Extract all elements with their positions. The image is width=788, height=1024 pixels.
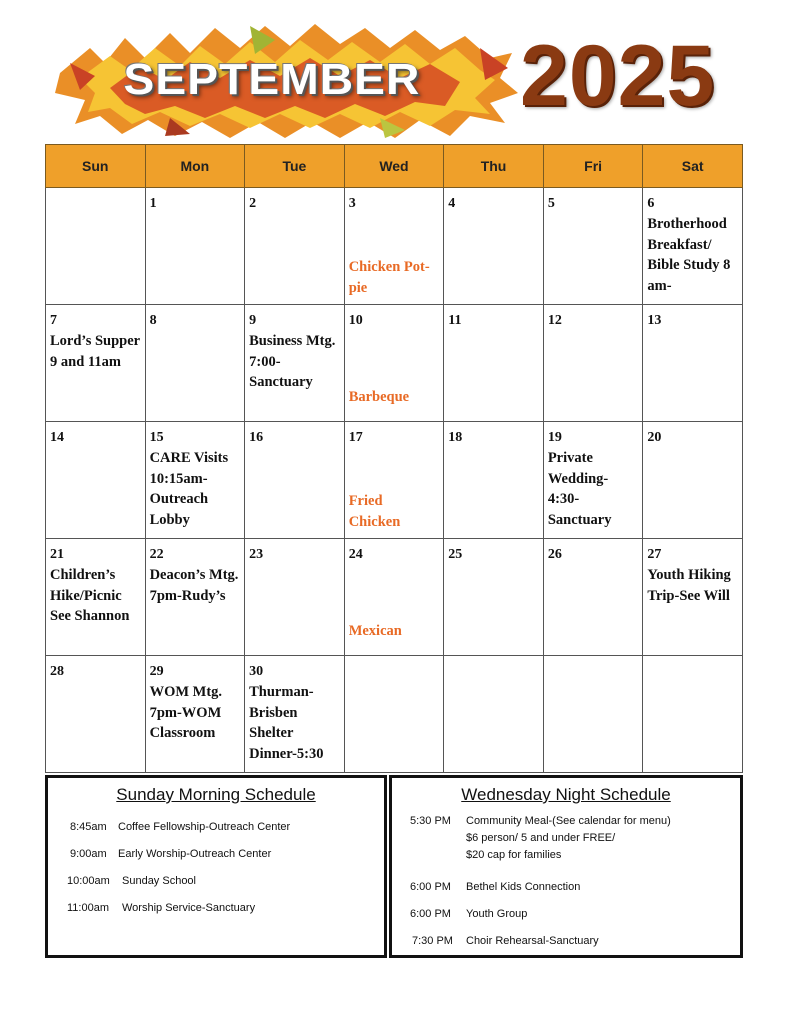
day-number: 18 (448, 430, 463, 445)
schedule-desc: Worship Service-Sanctuary (122, 902, 256, 914)
schedule-desc: $6 person/ 5 and under FREE/ (466, 832, 616, 844)
calendar-day-cell (145, 656, 245, 773)
schedule-time: 7:30 PM (412, 935, 453, 947)
day-event: CARE Visits 10:15am- Outreach Lobby (149, 450, 229, 528)
schedule-desc: Bethel Kids Connection (466, 881, 581, 893)
calendar-day-cell (543, 539, 643, 656)
weekday-tue: Tue (245, 145, 345, 188)
day-event: Business Mtg. 7:00- Sanctuary (249, 333, 336, 390)
day-number: 23 (249, 547, 264, 562)
year-title: 2025 (520, 28, 716, 124)
day-number: 10 (348, 313, 363, 328)
calendar-day-cell (245, 305, 345, 422)
schedule-time: 8:45am (70, 821, 107, 833)
day-number: 22 (149, 547, 164, 562)
day-number: 8 (149, 313, 157, 328)
day-event: Deacon’s Mtg. 7pm-Rudy’s (149, 567, 239, 604)
day-number: 30 (249, 664, 264, 679)
schedule-desc: Choir Rehearsal-Sanctuary (466, 935, 599, 947)
day-number: 26 (547, 547, 562, 562)
weekday-wed: Wed (344, 145, 444, 188)
calendar-day-cell (46, 188, 146, 305)
calendar-day-cell (444, 305, 544, 422)
day-event: Brotherhood Breakfast/ Bible Study 8 am- (647, 216, 731, 294)
day-event: WOM Mtg. 7pm-WOM Classroom (149, 684, 223, 741)
calendar-day-cell (145, 422, 245, 539)
calendar-day-cell (643, 305, 743, 422)
calendar-week-row (46, 539, 743, 656)
sunday-schedule-item (70, 819, 291, 835)
calendar-day-cell (145, 188, 245, 305)
schedule-time: 9:00am (70, 848, 107, 860)
schedule-desc: Sunday School (122, 875, 196, 887)
wednesday-meal: Barbeque (348, 388, 410, 405)
calendar-header (0, 0, 788, 144)
day-number: 1 (149, 196, 157, 211)
day-number: 24 (348, 547, 363, 562)
schedule-desc: Early Worship-Outreach Center (118, 848, 272, 860)
calendar-week-row (46, 656, 743, 773)
schedule-desc: Coffee Fellowship-Outreach Center (118, 821, 291, 833)
calendar-day-cell (344, 539, 444, 656)
schedule-desc: $20 cap for families (466, 849, 562, 861)
day-number: 2 (249, 196, 257, 211)
schedule-desc: Youth Group (466, 908, 528, 920)
calendar-day-cell (344, 305, 444, 422)
day-number: 29 (149, 664, 164, 679)
weekday-sat: Sat (643, 145, 743, 188)
calendar-week-row (46, 188, 743, 305)
day-number: 4 (448, 196, 456, 211)
wednesday-schedule-item (410, 813, 671, 829)
weekday-header-row (46, 145, 743, 188)
day-number: 28 (50, 664, 64, 679)
calendar-day-cell (46, 539, 146, 656)
day-number: 6 (647, 196, 655, 211)
schedule-desc: Community Meal-(See calendar for menu) (466, 815, 671, 827)
calendar-day-cell (643, 188, 743, 305)
sunday-schedule-item (67, 900, 256, 916)
calendar-week-row (46, 305, 743, 422)
calendar-day-cell (543, 656, 643, 773)
schedule-time: 6:00 PM (410, 908, 451, 920)
calendar-day-cell (145, 305, 245, 422)
calendar-day-cell (344, 188, 444, 305)
day-number: 14 (50, 430, 64, 445)
day-number: 17 (348, 430, 363, 445)
schedule-time: 6:00 PM (410, 881, 451, 893)
sunday-schedule-item (67, 873, 196, 889)
calendar-day-cell (643, 656, 743, 773)
day-event: Youth Hiking Trip-See Will (647, 567, 731, 604)
sunday-schedule-title: Sunday Morning Schedule (116, 785, 316, 804)
calendar-day-cell (444, 656, 544, 773)
calendar-week-row (46, 422, 743, 539)
calendar-day-cell (46, 305, 146, 422)
calendar-day-cell (543, 422, 643, 539)
calendar-day-cell (46, 422, 146, 539)
calendar-day-cell (444, 422, 544, 539)
calendar-day-cell (643, 422, 743, 539)
day-number: 9 (249, 313, 257, 328)
calendar-day-cell (643, 539, 743, 656)
day-event: Thurman- Brisben Shelter Dinner-5:30 (249, 684, 324, 762)
day-number: 21 (50, 547, 64, 562)
wednesday-meal: Mexican (348, 622, 402, 639)
calendar-day-cell (245, 188, 345, 305)
day-number: 12 (547, 313, 562, 328)
calendar-day-cell (543, 305, 643, 422)
day-number: 3 (348, 196, 356, 211)
calendar-day-cell (444, 188, 544, 305)
wednesday-meal: Fried Chicken (348, 493, 401, 530)
calendar-day-cell (46, 656, 146, 773)
day-number: 27 (647, 547, 662, 562)
day-number: 11 (448, 313, 462, 328)
sunday-schedule-item (70, 846, 272, 862)
month-title: SEPTEMBER (123, 55, 421, 104)
day-number: 5 (547, 196, 555, 211)
weekday-thu: Thu (444, 145, 544, 188)
day-number: 7 (50, 313, 57, 328)
wednesday-schedule-item (410, 906, 528, 922)
calendar-day-cell (444, 539, 544, 656)
calendar-day-cell (344, 656, 444, 773)
day-number: 19 (547, 430, 562, 445)
sunday-schedule-box (45, 775, 387, 958)
calendar-day-cell (245, 539, 345, 656)
calendar-day-cell (344, 422, 444, 539)
schedule-time: 10:00am (67, 875, 110, 887)
day-event: Lord’s Supper 9 and 11am (50, 333, 140, 370)
schedule-time: 5:30 PM (410, 815, 451, 827)
day-number: 15 (149, 430, 164, 445)
weekday-sun: Sun (46, 145, 146, 188)
day-number: 25 (448, 547, 463, 562)
calendar-day-cell (245, 422, 345, 539)
weekday-fri: Fri (543, 145, 643, 188)
wednesday-meal: Chicken Pot-pie (348, 259, 430, 296)
schedule-time: 11:00am (67, 902, 109, 914)
weekday-mon: Mon (145, 145, 245, 188)
wednesday-schedule-box (389, 775, 743, 958)
calendar-day-cell (543, 188, 643, 305)
calendar-day-cell (145, 539, 245, 656)
day-number: 20 (647, 430, 662, 445)
wednesday-schedule-title: Wednesday Night Schedule (461, 785, 671, 804)
wednesday-schedule-item (412, 933, 599, 949)
day-event: Private Wedding- 4:30- Sanctuary (547, 450, 612, 528)
day-event: Children’s Hike/Picnic See Shannon (50, 567, 130, 624)
calendar-grid (45, 144, 743, 773)
wednesday-schedule-item (410, 879, 581, 895)
calendar-day-cell (245, 656, 345, 773)
day-number: 13 (647, 313, 662, 328)
day-number: 16 (249, 430, 264, 445)
